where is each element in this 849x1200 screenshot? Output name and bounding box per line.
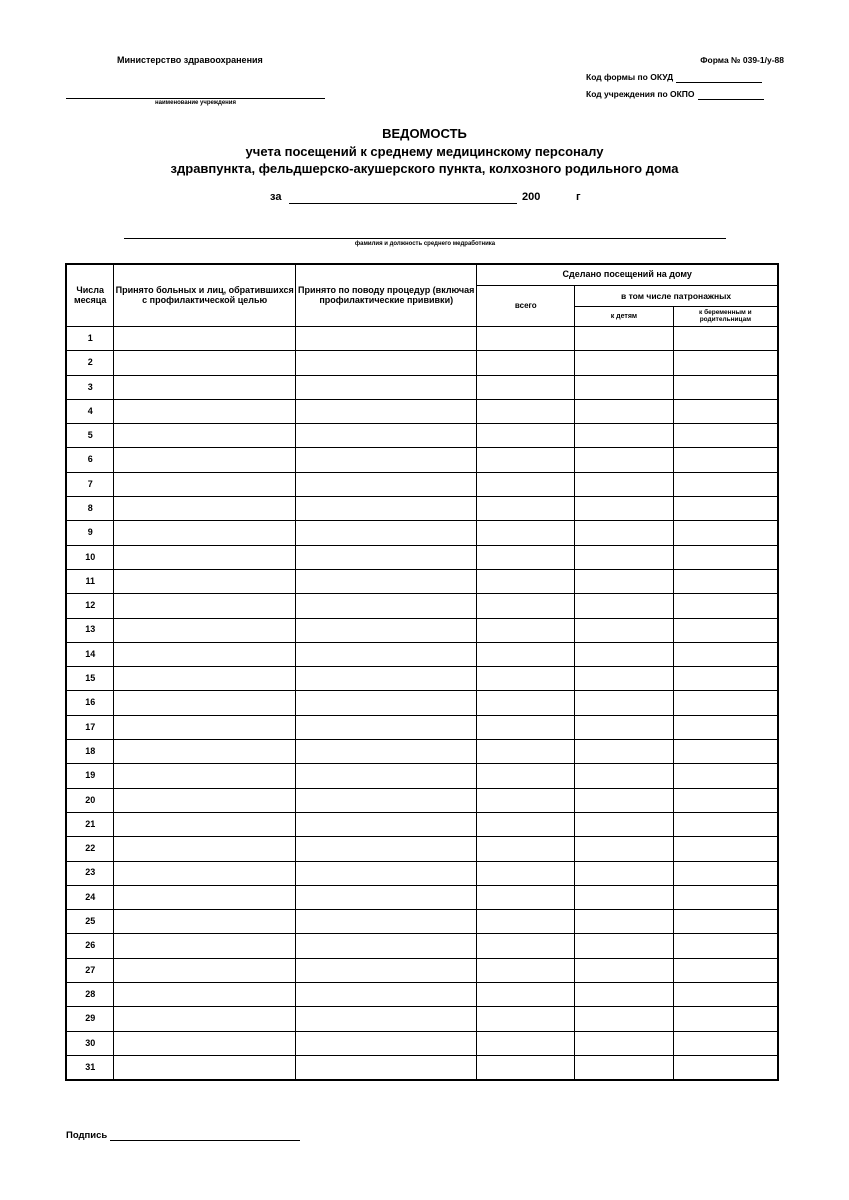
table-row [66, 618, 778, 642]
procedures-cell[interactable] [295, 1055, 477, 1080]
header-total: всего [477, 286, 575, 327]
procedures-cell[interactable] [295, 351, 477, 375]
table-body [66, 327, 778, 1081]
children-cell[interactable] [575, 788, 674, 812]
table-row [66, 375, 778, 399]
table-row [66, 910, 778, 934]
total-cell[interactable] [477, 594, 575, 618]
total-cell[interactable] [477, 618, 575, 642]
table-row [66, 351, 778, 375]
patients-cell[interactable] [114, 740, 296, 764]
staff-name-field[interactable] [124, 238, 726, 239]
children-cell[interactable] [575, 594, 674, 618]
header-procedures: Принято по поводу процедур (включая профилактические прививки) [295, 264, 477, 327]
table-row [66, 861, 778, 885]
pregnant-cell[interactable] [673, 375, 778, 399]
day-number: 31 [66, 1055, 114, 1080]
children-cell[interactable] [575, 497, 674, 521]
procedures-cell[interactable] [295, 497, 477, 521]
day-number: 8 [66, 497, 114, 521]
table-row [66, 424, 778, 448]
patients-cell[interactable] [114, 910, 296, 934]
patients-cell[interactable] [114, 594, 296, 618]
procedures-cell[interactable] [295, 983, 477, 1007]
pregnant-cell[interactable] [673, 764, 778, 788]
patients-cell[interactable] [114, 569, 296, 593]
children-cell[interactable] [575, 764, 674, 788]
day-number: 11 [66, 569, 114, 593]
table-row [66, 472, 778, 496]
procedures-cell[interactable] [295, 934, 477, 958]
day-number: 17 [66, 715, 114, 739]
patients-cell[interactable] [114, 375, 296, 399]
total-cell[interactable] [477, 885, 575, 909]
total-cell[interactable] [477, 1007, 575, 1031]
procedures-cell[interactable] [295, 788, 477, 812]
day-number: 13 [66, 618, 114, 642]
pregnant-cell[interactable] [673, 642, 778, 666]
table-row [66, 764, 778, 788]
pregnant-cell[interactable] [673, 1055, 778, 1080]
procedures-cell[interactable] [295, 424, 477, 448]
pregnant-cell[interactable] [673, 667, 778, 691]
day-number: 27 [66, 958, 114, 982]
day-number: 3 [66, 375, 114, 399]
procedures-cell[interactable] [295, 399, 477, 423]
children-cell[interactable] [575, 472, 674, 496]
total-cell[interactable] [477, 1055, 575, 1080]
children-cell[interactable] [575, 910, 674, 934]
patients-cell[interactable] [114, 1055, 296, 1080]
signature-field[interactable] [110, 1130, 300, 1141]
procedures-cell[interactable] [295, 812, 477, 836]
patients-cell[interactable] [114, 788, 296, 812]
day-number: 20 [66, 788, 114, 812]
patients-cell[interactable] [114, 764, 296, 788]
period-month-field[interactable] [289, 203, 517, 204]
children-cell[interactable] [575, 618, 674, 642]
total-cell[interactable] [477, 958, 575, 982]
day-number: 15 [66, 667, 114, 691]
patients-cell[interactable] [114, 327, 296, 351]
okpo-label: Код учреждения по ОКПО [586, 89, 695, 99]
institution-name-caption: наименование учреждения [155, 100, 236, 106]
total-cell[interactable] [477, 327, 575, 351]
day-number: 24 [66, 885, 114, 909]
pregnant-cell[interactable] [673, 958, 778, 982]
day-number: 4 [66, 399, 114, 423]
total-cell[interactable] [477, 642, 575, 666]
period-prefix: за [270, 191, 282, 203]
procedures-cell[interactable] [295, 327, 477, 351]
children-cell[interactable] [575, 691, 674, 715]
children-cell[interactable] [575, 812, 674, 836]
pregnant-cell[interactable] [673, 351, 778, 375]
procedures-cell[interactable] [295, 910, 477, 934]
pregnant-cell[interactable] [673, 837, 778, 861]
day-number: 21 [66, 812, 114, 836]
patients-cell[interactable] [114, 837, 296, 861]
header-day: Числа месяца [66, 264, 114, 327]
okpo-code-field[interactable] [698, 89, 764, 100]
pregnant-cell[interactable] [673, 885, 778, 909]
pregnant-cell[interactable] [673, 618, 778, 642]
day-number: 9 [66, 521, 114, 545]
patients-cell[interactable] [114, 351, 296, 375]
period-year: 200 [522, 191, 541, 203]
procedures-cell[interactable] [295, 375, 477, 399]
procedures-cell[interactable] [295, 521, 477, 545]
header-children: к детям [575, 307, 674, 327]
total-cell[interactable] [477, 934, 575, 958]
children-cell[interactable] [575, 740, 674, 764]
pregnant-cell[interactable] [673, 812, 778, 836]
visits-table [65, 263, 779, 1081]
procedures-cell[interactable] [295, 837, 477, 861]
table-row [66, 1007, 778, 1031]
table-row [66, 740, 778, 764]
children-cell[interactable] [575, 667, 674, 691]
pregnant-cell[interactable] [673, 934, 778, 958]
procedures-cell[interactable] [295, 545, 477, 569]
pregnant-cell[interactable] [673, 545, 778, 569]
pregnant-cell[interactable] [673, 715, 778, 739]
total-cell[interactable] [477, 740, 575, 764]
patients-cell[interactable] [114, 958, 296, 982]
day-number: 22 [66, 837, 114, 861]
pregnant-cell[interactable] [673, 1031, 778, 1055]
patients-cell[interactable] [114, 1007, 296, 1031]
total-cell[interactable] [477, 667, 575, 691]
day-number: 2 [66, 351, 114, 375]
patients-cell[interactable] [114, 521, 296, 545]
patients-cell[interactable] [114, 1031, 296, 1055]
okud-code-row [586, 72, 762, 83]
procedures-cell[interactable] [295, 764, 477, 788]
procedures-cell[interactable] [295, 691, 477, 715]
day-number: 25 [66, 910, 114, 934]
pregnant-cell[interactable] [673, 691, 778, 715]
patients-cell[interactable] [114, 448, 296, 472]
table-row [66, 885, 778, 909]
day-number: 7 [66, 472, 114, 496]
children-cell[interactable] [575, 715, 674, 739]
pregnant-cell[interactable] [673, 1007, 778, 1031]
total-cell[interactable] [477, 983, 575, 1007]
day-number: 19 [66, 764, 114, 788]
table-row [66, 1031, 778, 1055]
pregnant-cell[interactable] [673, 910, 778, 934]
patients-cell[interactable] [114, 424, 296, 448]
table-row [66, 837, 778, 861]
staff-name-caption: фамилия и должность среднего медработника [354, 241, 496, 247]
day-number: 12 [66, 594, 114, 618]
table-row [66, 812, 778, 836]
pregnant-cell[interactable] [673, 497, 778, 521]
pregnant-cell[interactable] [673, 448, 778, 472]
patients-cell[interactable] [114, 983, 296, 1007]
procedures-cell[interactable] [295, 958, 477, 982]
procedures-cell[interactable] [295, 715, 477, 739]
table-row [66, 934, 778, 958]
total-cell[interactable] [477, 472, 575, 496]
procedures-cell[interactable] [295, 1031, 477, 1055]
signature-label: Подпись [66, 1130, 108, 1141]
table-row [66, 521, 778, 545]
table-row [66, 691, 778, 715]
procedures-cell[interactable] [295, 667, 477, 691]
procedures-cell[interactable] [295, 569, 477, 593]
children-cell[interactable] [575, 885, 674, 909]
procedures-cell[interactable] [295, 472, 477, 496]
patients-cell[interactable] [114, 812, 296, 836]
table-row [66, 594, 778, 618]
patients-cell[interactable] [114, 472, 296, 496]
table-row [66, 448, 778, 472]
pregnant-cell[interactable] [673, 594, 778, 618]
total-cell[interactable] [477, 424, 575, 448]
pregnant-cell[interactable] [673, 399, 778, 423]
document-subtitle-2: здравпункта, фельдшерско-акушерского пункта, колхозного родильного дома [170, 161, 679, 176]
total-cell[interactable] [477, 375, 575, 399]
total-cell[interactable] [477, 351, 575, 375]
day-number: 30 [66, 1031, 114, 1055]
children-cell[interactable] [575, 958, 674, 982]
institution-name-line[interactable] [66, 98, 325, 99]
procedures-cell[interactable] [295, 642, 477, 666]
total-cell[interactable] [477, 448, 575, 472]
day-number: 5 [66, 424, 114, 448]
day-number: 14 [66, 642, 114, 666]
table-row [66, 497, 778, 521]
okud-code-field[interactable] [676, 72, 762, 83]
children-cell[interactable] [575, 1007, 674, 1031]
pregnant-cell[interactable] [673, 983, 778, 1007]
table-row [66, 667, 778, 691]
pregnant-cell[interactable] [673, 424, 778, 448]
children-cell[interactable] [575, 1031, 674, 1055]
period-year-suffix: г [576, 191, 581, 203]
patients-cell[interactable] [114, 618, 296, 642]
header-patients: Принято больных и лиц, обратившихся с профилактической целью [114, 264, 296, 327]
day-number: 23 [66, 861, 114, 885]
pregnant-cell[interactable] [673, 472, 778, 496]
table-row [66, 569, 778, 593]
total-cell[interactable] [477, 691, 575, 715]
day-number: 10 [66, 545, 114, 569]
day-number: 1 [66, 327, 114, 351]
procedures-cell[interactable] [295, 448, 477, 472]
total-cell[interactable] [477, 861, 575, 885]
pregnant-cell[interactable] [673, 740, 778, 764]
pregnant-cell[interactable] [673, 327, 778, 351]
children-cell[interactable] [575, 934, 674, 958]
total-cell[interactable] [477, 569, 575, 593]
patients-cell[interactable] [114, 399, 296, 423]
total-cell[interactable] [477, 521, 575, 545]
table-row [66, 958, 778, 982]
procedures-cell[interactable] [295, 740, 477, 764]
children-cell[interactable] [575, 861, 674, 885]
table-row [66, 1055, 778, 1080]
children-cell[interactable] [575, 569, 674, 593]
total-cell[interactable] [477, 715, 575, 739]
total-cell[interactable] [477, 812, 575, 836]
day-number: 29 [66, 1007, 114, 1031]
pregnant-cell[interactable] [673, 521, 778, 545]
children-cell[interactable] [575, 424, 674, 448]
day-number: 28 [66, 983, 114, 1007]
children-cell[interactable] [575, 521, 674, 545]
patients-cell[interactable] [114, 545, 296, 569]
signature-row [66, 1130, 300, 1141]
day-number: 26 [66, 934, 114, 958]
okud-label: Код формы по ОКУД [586, 72, 674, 82]
okpo-code-row [586, 89, 764, 100]
procedures-cell[interactable] [295, 1007, 477, 1031]
day-number: 6 [66, 448, 114, 472]
children-cell[interactable] [575, 351, 674, 375]
procedures-cell[interactable] [295, 885, 477, 909]
table-row [66, 545, 778, 569]
table-row [66, 642, 778, 666]
children-cell[interactable] [575, 375, 674, 399]
total-cell[interactable] [477, 788, 575, 812]
pregnant-cell[interactable] [673, 569, 778, 593]
header-patronage: в том числе патронажных [575, 286, 778, 307]
pregnant-cell[interactable] [673, 788, 778, 812]
children-cell[interactable] [575, 545, 674, 569]
total-cell[interactable] [477, 837, 575, 861]
patients-cell[interactable] [114, 885, 296, 909]
table-row [66, 327, 778, 351]
children-cell[interactable] [575, 448, 674, 472]
patients-cell[interactable] [114, 497, 296, 521]
document-title: ВЕДОМОСТЬ [382, 126, 467, 141]
children-cell[interactable] [575, 983, 674, 1007]
patients-cell[interactable] [114, 934, 296, 958]
table-row [66, 715, 778, 739]
header-home-visits: Сделано посещений на дому [477, 264, 778, 286]
table-row [66, 788, 778, 812]
form-number: Форма № 039-1/у-88 [700, 55, 784, 65]
total-cell[interactable] [477, 1031, 575, 1055]
day-number: 18 [66, 740, 114, 764]
table-row [66, 983, 778, 1007]
procedures-cell[interactable] [295, 618, 477, 642]
pregnant-cell[interactable] [673, 861, 778, 885]
total-cell[interactable] [477, 764, 575, 788]
patients-cell[interactable] [114, 642, 296, 666]
total-cell[interactable] [477, 399, 575, 423]
total-cell[interactable] [477, 497, 575, 521]
document-subtitle-1: учета посещений к среднему медицинскому персоналу [245, 144, 604, 159]
children-cell[interactable] [575, 1055, 674, 1080]
ministry-label: Министерство здравоохранения [117, 55, 263, 65]
header-pregnant: к беременным и родительницам [673, 307, 778, 327]
total-cell[interactable] [477, 545, 575, 569]
children-cell[interactable] [575, 327, 674, 351]
procedures-cell[interactable] [295, 861, 477, 885]
patients-cell[interactable] [114, 667, 296, 691]
patients-cell[interactable] [114, 861, 296, 885]
table-row [66, 399, 778, 423]
day-number: 16 [66, 691, 114, 715]
procedures-cell[interactable] [295, 594, 477, 618]
total-cell[interactable] [477, 910, 575, 934]
children-cell[interactable] [575, 642, 674, 666]
children-cell[interactable] [575, 837, 674, 861]
patients-cell[interactable] [114, 715, 296, 739]
patients-cell[interactable] [114, 691, 296, 715]
children-cell[interactable] [575, 399, 674, 423]
